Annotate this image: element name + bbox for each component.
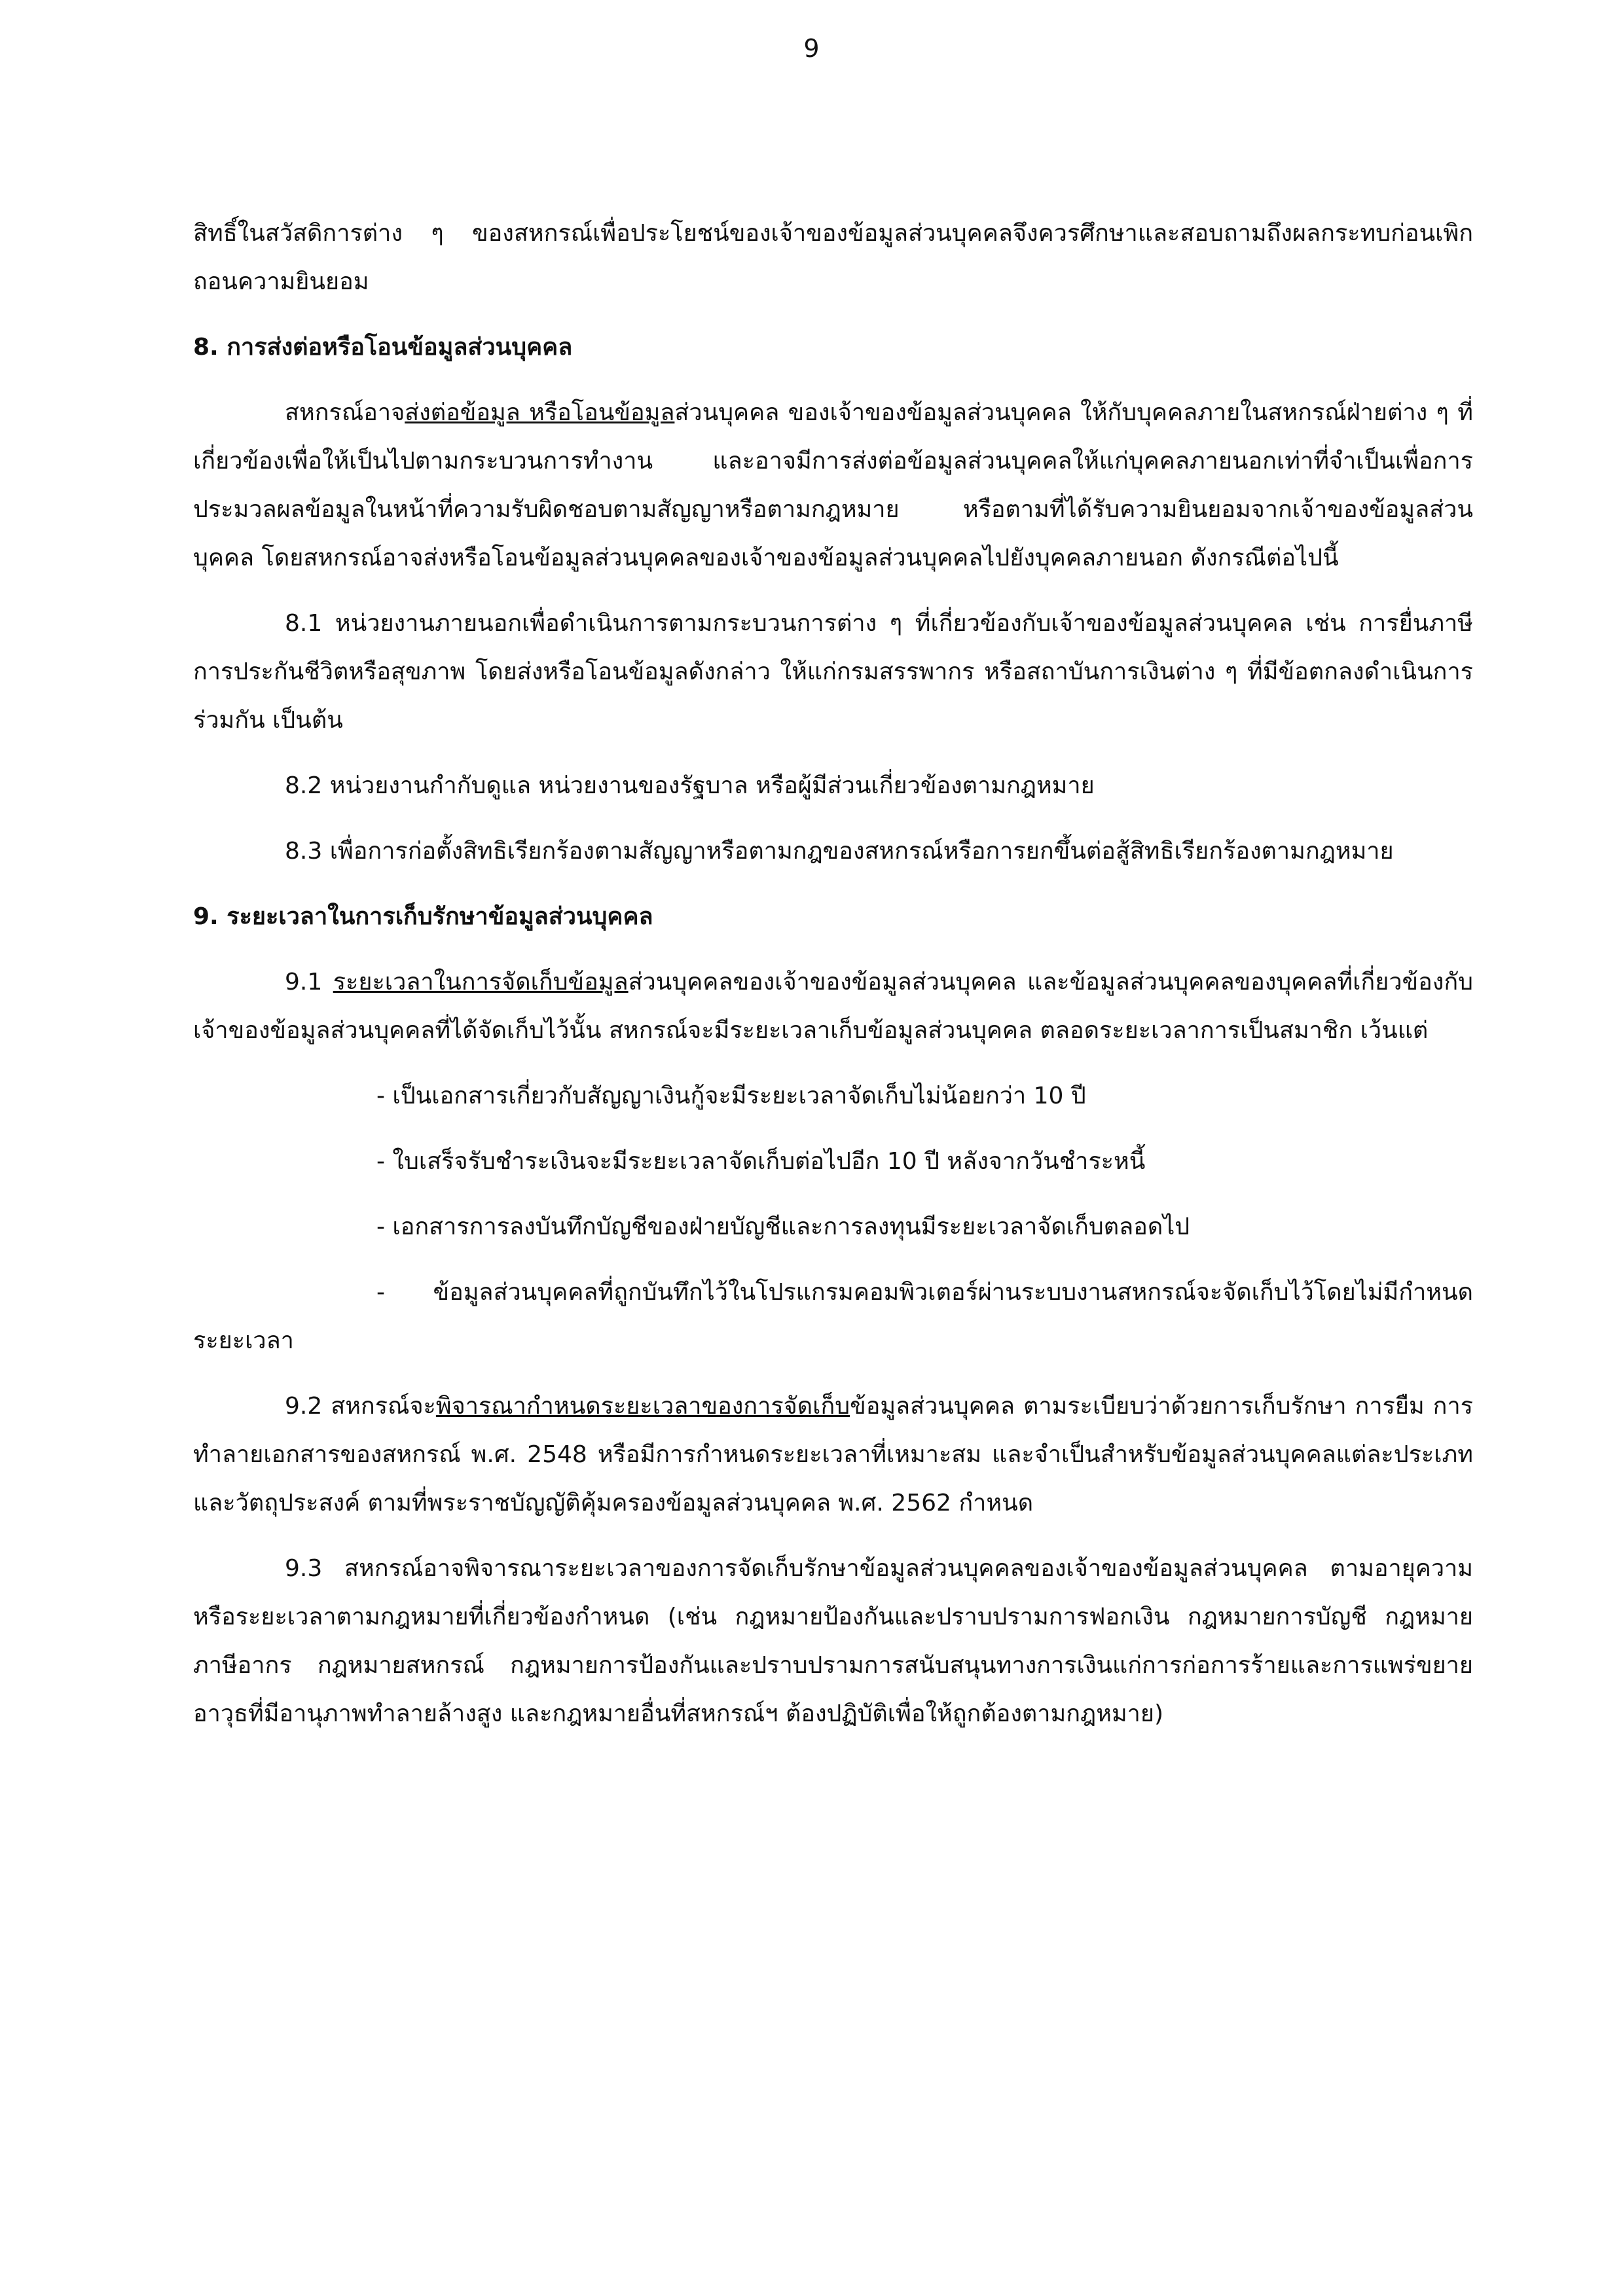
clause-8-3: 8.3 เพื่อการก่อตั้งสิทธิเรียกร้องตามสัญญาหรือตามกฎของสหกรณ์หรือการยกขึ้นต่อสู้สิทธิเรียกร้องตามกฎหมาย [285,838,1394,865]
underlined-text: ระยะเวลาในการจัดเก็บข้อมูล [333,969,629,996]
list-item: - ข้อมูลส่วนบุคคลที่ถูกบันทึกไว้ในโปรแกรมคอมพิวเตอร์ผ่านระบบงานสหกรณ์จะจัดเก็บไว้โดยไม่มีกำหนดระยะเวลา [193,1279,1473,1354]
section-8-heading: 8. การส่งต่อหรือโอนข้อมูลส่วนบุคคล [193,334,573,361]
text-segment: ส่วนบุคคล ของเจ้าของข้อมูลส่วนบุคคล ให้กับบุคคลภายในสหกรณ์ฝ่ายต่าง ๆ ที่เกี่ยวข้องเพื่อให้เป็นไปตามกระบวนการทำงาน และอาจมีการส่งต่อข้อมูลส่วนบุคคลให้แก่บุคคลภายนอกเท่าที่จำเป็นเพื่อการประมวลผลข้อมูลในหน้าที่ความรับผิดชอบตามสัญญาหรือตามกฎหมาย หรือตามที่ได้รับความยินยอมจากเจ้าของข้อมูลส่วนบุคคล โดยสหกรณ์อาจส่งหรือโอนข้อมูลส่วนบุคคลของเจ้าของข้อมูลส่วนบุคคลไปยังบุคคลภายนอก ดังกรณีต่อไปนี้ [193,399,1473,571]
clause-9-2 [193,1382,1473,1528]
clause-9-3: 9.3 สหกรณ์อาจพิจารณาระยะเวลาของการจัดเก็บรักษาข้อมูลส่วนบุคคลของเจ้าของข้อมูลส่วนบุคคล ตามอายุความ หรือระยะเวลาตามกฎหมายที่เกี่ยวข้องกำหนด (เช่น กฎหมายป้องกันและปราบปรามการฟอกเงิน กฎหมายการบัญชี กฎหมายภาษีอากร กฎหมายสหกรณ์ กฎหมายการป้องกันและปราบปรามการสนับสนุนทางการเงินแก่การก่อการร้ายและการแพร่ขยายอาวุธที่มีอานุภาพทำลายล้างสูง และกฎหมายอื่นที่สหกรณ์ฯ ต้องปฏิบัติเพื่อให้ถูกต้องตามกฎหมาย) [193,1555,1473,1727]
page-number: 9 [803,34,820,63]
text-segment: ส่วนบุคคลของเจ้าของข้อมูลส่วนบุคคล และข้อมูลส่วนบุคคลของบุคคลที่เกี่ยวข้องกับเจ้าของข้อมูลส่วนบุคคลที่ได้จัดเก็บไว้นั้น สหกรณ์จะมีระยะเวลาเก็บข้อมูลส่วนบุคคล ตลอดระยะเวลาการเป็นสมาชิก เว้นแต่ [193,969,1473,1044]
text-segment: 9.1 [285,969,333,996]
intro-paragraph: สิทธิ์ในสวัสดิการต่าง ๆ ของสหกรณ์เพื่อประโยชน์ของเจ้าของข้อมูลส่วนบุคคลจึงควรศึกษาและสอบถามถึงผลกระทบก่อนเพิกถอนความยินยอม [193,220,1473,295]
list-item: - เป็นเอกสารเกี่ยวกับสัญญาเงินกู้จะมีระยะเวลาจัดเก็บไม่น้อยกว่า 10 ปี [376,1083,1086,1109]
document-body [193,209,1473,1755]
clause-9-1 [193,958,1473,1055]
list-item: - ใบเสร็จรับชำระเงินจะมีระยะเวลาจัดเก็บต่อไปอีก 10 ปี หลังจากวันชำระหนี้ [376,1148,1146,1175]
text-segment: สหกรณ์อาจ [285,399,405,426]
section-8-paragraph [193,389,1473,583]
text-segment: ข้อมูลส่วนบุคคล ตามระเบียบว่าด้วยการเก็บรักษา การยืม การทำลายเอกสารของสหกรณ์ พ.ศ. 2548 หรือมีการกำหนดระยะเวลาที่เหมาะสม และจำเป็นสำหรับข้อมูลส่วนบุคคลแต่ละประเภทและวัตถุประสงค์ ตามที่พระราชบัญญัติคุ้มครองข้อมูลส่วนบุคคล พ.ศ. 2562 กำหนด [193,1393,1474,1516]
underlined-text: ส่งต่อข้อมูล หรือโอนข้อมูล [405,399,675,426]
clause-8-1: 8.1 หน่วยงานภายนอกเพื่อดำเนินการตามกระบวนการต่าง ๆ ที่เกี่ยวข้องกับเจ้าของข้อมูลส่วนบุคคล เช่น การยื่นภาษี การประกันชีวิตหรือสุขภาพ โดยส่งหรือโอนข้อมูลดังกล่าว ให้แก่กรมสรรพากร หรือสถาบันการเงินต่าง ๆ ที่มีข้อตกลงดำเนินการร่วมกัน เป็นต้น [193,610,1473,734]
underlined-text: พิจารณากำหนดระยะเวลาของการจัดเก็บ [435,1393,850,1420]
clause-8-2: 8.2 หน่วยงานกำกับดูแล หน่วยงานของรัฐบาล หรือผู้มีส่วนเกี่ยวข้องตามกฎหมาย [285,772,1095,799]
section-9-heading: 9. ระยะเวลาในการเก็บรักษาข้อมูลส่วนบุคคล [193,903,653,930]
text-segment: 9.2 สหกรณ์จะ [285,1393,436,1420]
list-item: - เอกสารการลงบันทึกบัญชีของฝ่ายบัญชีและการลงทุนมีระยะเวลาจัดเก็บตลอดไป [376,1213,1190,1240]
